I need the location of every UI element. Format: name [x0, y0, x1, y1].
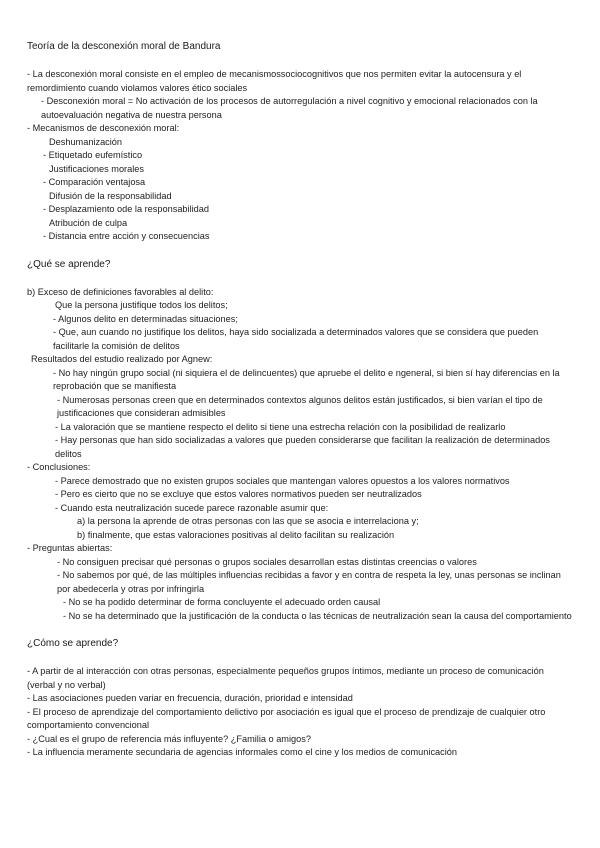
- b-item: - Algunos delito en determinadas situaciones;: [53, 313, 238, 324]
- conclusion-item: - Cuando esta neutralización sucede parece razonable asumir que:: [55, 502, 329, 513]
- conclusion-sub-item: b) finalmente, que estas valoraciones positivas al delito facilitan su realización: [77, 529, 395, 540]
- section-heading: ¿Cómo se aprende?: [27, 638, 119, 649]
- mechanism-item: Difusión de la responsabilidad: [49, 190, 172, 201]
- result-item: - Numerosas personas creen que en determinados contextos algunos delitos están justificados, si bien varían el tipo de justificaciones que consideran admisibles: [57, 394, 543, 418]
- b-item: - Que, aun cuando no justifique los delitos, haya sido socializada a determinados valores que se considera que pueden facilitarle la comisión de delitos: [53, 327, 539, 351]
- open-question-item: - No sabemos por qué, de las múltiples influencias recibidas a favor y en contra de respeta la ley, unas personas se inclinan por abedecerla y otras por infringirla: [57, 570, 561, 594]
- open-question-item: - No se ha determinado que la justificación de la conducta o las técnicas de neutralización sean la causa del comportamiento: [63, 610, 572, 621]
- conclusion-item: - Pero es cierto que no se excluye que estos valores normativos pueden ser neutralizados: [55, 489, 422, 499]
- b-heading: b) Exceso de definiciones favorables al delito:: [27, 286, 214, 297]
- b-item: Que la persona justifique todos los delitos;: [55, 300, 228, 310]
- how-item: - Las asociaciones pueden variar en frecuencia, duración, prioridad e intensidad: [27, 693, 353, 703]
- mechanism-item: - Comparación ventajosa: [43, 177, 146, 187]
- conclusion-sub-item: a) la persona la aprende de otras personas con las que se asocia e interrelaciona y;: [77, 516, 419, 526]
- mechanism-item: Deshumanización: [49, 136, 123, 147]
- intro-paragraph: - La desconexión moral consiste en el empleo de mecanismossociocognitivos que nos permiten evitar la autocensura y el remordimiento cuando violamos valores ético sociales: [27, 69, 522, 93]
- mechanism-item: Justificaciones morales: [49, 163, 144, 174]
- conclusions-heading: - Conclusiones:: [27, 462, 91, 472]
- results-heading: Resultados del estudio realizado por Agnew:: [31, 354, 213, 364]
- mechanism-item: - Etiquetado eufemístico: [43, 150, 143, 160]
- conclusion-item: - Parece demostrado que no existen grupos sociales que mantengan valores opuestos a los valores normativos: [55, 475, 510, 486]
- result-item: - No hay ningún grupo social (ni siquiera el de delincuentes) que apruebe el delito e ngeneral, si bien sí hay diferencias en la reprobación que se manifiesta: [53, 367, 560, 391]
- open-questions-heading: - Preguntas abiertas:: [27, 543, 113, 553]
- how-item: - ¿Cual es el grupo de referencia más influyente? ¿Familia o amigos?: [27, 733, 311, 744]
- result-item: - Hay personas que han sido socializadas a valores que pueden considerarse que facilitan la realización de determinados delitos: [55, 435, 550, 459]
- intro-paragraph: - Desconexión moral = No activación de los procesos de autorregulación a nivel cognitivo y emocional relacionados con la autoevaluación negativa de nuestra persona: [41, 96, 538, 120]
- document-title: Teoría de la desconexión moral de Bandura: [27, 41, 221, 52]
- open-question-item: - No consiguen precisar qué personas o grupos sociales desarrollan estas distintas creencias o valores: [57, 556, 477, 567]
- open-question-item: - No se ha podido determinar de forma concluyente el adecuado orden causal: [63, 597, 381, 607]
- how-item: - La influencia meramente secundaria de agencias informales como el cine y los medios de comunicación: [27, 747, 457, 757]
- section-heading: ¿Qué se aprende?: [27, 258, 111, 270]
- result-item: - La valoración que se mantiene respecto el delito si tiene una estrecha relación con la posibilidad de realizarlo: [55, 421, 506, 432]
- how-item: - A partir de al interacción con otras personas, especialmente pequeños grupos íntimos, mediante un proceso de comunicación (verbal y no verbal): [27, 666, 544, 690]
- mechanism-item: - Distancia entre acción y consecuencias: [43, 231, 210, 241]
- how-item: - El proceso de aprendizaje del comportamiento delictivo por asociación es igual que el proceso de prendizaje de cualquier otro comportamiento convencional: [27, 706, 546, 730]
- mechanism-item: - Desplazamiento ode la responsabilidad: [43, 204, 209, 214]
- intro-paragraph: - Mecanismos de desconexión moral:: [27, 123, 180, 133]
- mechanism-item: Atribución de culpa: [49, 217, 128, 228]
